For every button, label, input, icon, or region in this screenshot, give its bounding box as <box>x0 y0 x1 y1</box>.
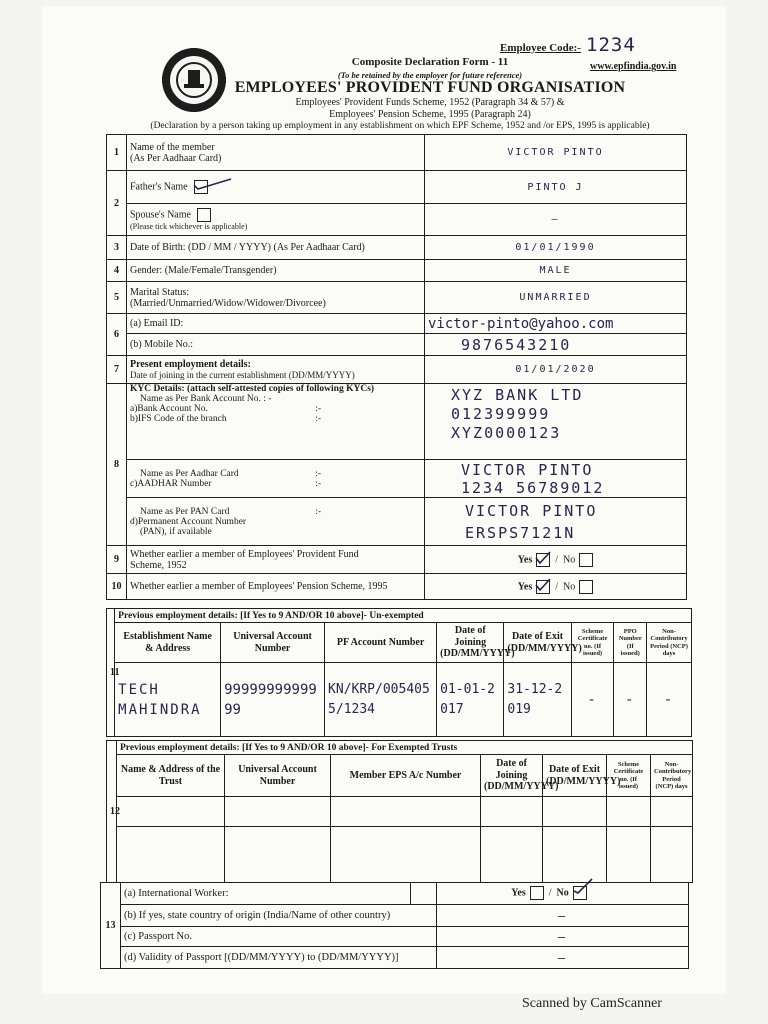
separator: :- <box>315 414 321 424</box>
empty-cell <box>481 797 543 827</box>
header-member-eps: Member EPS A/c Number <box>331 755 481 797</box>
eps-member-label: Whether earlier a member of Employees' Pension Scheme, 1995 <box>127 574 425 600</box>
uan-value: 9999999999999 <box>221 663 325 737</box>
scheme-line-1: Employees' Provident Funds Scheme, 1952 (Paragraph 34 & 57) & <box>295 97 565 108</box>
mobile-label: (b) Mobile No.: <box>127 334 425 356</box>
kyc-aadhar-labels <box>127 460 425 498</box>
country-origin-value: — <box>437 905 689 927</box>
row-number: 9 <box>107 546 127 574</box>
header-date-of-exit: Date of Exit (DD/MM/YYYY) <box>543 755 607 797</box>
intl-row-b <box>101 905 689 927</box>
father-name-checkbox[interactable] <box>194 180 208 194</box>
yes-label: Yes <box>511 887 526 899</box>
label-text: a)Bank Account No. <box>130 404 208 414</box>
empty-cell <box>543 827 607 883</box>
empty-cell <box>543 797 607 827</box>
declaration-note: (Declaration by a person taking up employment in any establishment on which EPF Scheme, 1952 and /or EPS, 1995 is applicable) <box>150 121 650 131</box>
kyc-bank-labels <box>127 384 425 460</box>
row-eps-member <box>107 574 687 600</box>
empty-cell <box>481 827 543 883</box>
marital-status-label <box>127 282 425 314</box>
row-gender <box>107 260 687 282</box>
prev-employment-data-row <box>107 663 692 737</box>
header-scheme-certificate: Scheme Certificate no. (If issued) <box>607 755 651 797</box>
previous-employment-table <box>106 608 692 737</box>
father-name-label <box>127 171 425 204</box>
exempt-header-row <box>107 755 693 797</box>
kyc-pan-values <box>425 498 687 546</box>
empty-cell <box>331 797 481 827</box>
gender-label: Gender: (Male/Female/Transgender) <box>127 260 425 282</box>
exempt-title-row <box>107 741 693 755</box>
ifsc-value: XYZ0000123 <box>451 424 562 442</box>
ppo-number-value: - <box>614 663 647 737</box>
aadhar-number-label <box>130 479 421 489</box>
org-name: EMPLOYEES' PROVIDENT FUND ORGANISATION <box>234 79 626 96</box>
row-marital-status <box>107 282 687 314</box>
no-label: No <box>563 553 576 565</box>
exempt-title: Previous employment details: [If Yes to 9 AND/OR 10 above]- For Exempted Trusts <box>117 741 693 755</box>
kyc-aadhar-values <box>425 460 687 498</box>
label-text: Name as Per PAN Card <box>140 506 230 517</box>
row-dob <box>107 236 687 260</box>
date-of-joining-value: 01-01-2017 <box>437 663 504 737</box>
empty-cell <box>607 827 651 883</box>
row-number: 10 <box>107 574 127 600</box>
row-number: 2 <box>107 171 127 236</box>
row-number: 11 <box>107 609 115 737</box>
row-email <box>107 314 687 334</box>
empty-cell <box>225 827 331 883</box>
header-trust: Name & Address of the Trust <box>117 755 225 797</box>
email-value: victor-pinto@yahoo.com <box>425 314 687 334</box>
eps-no-checkbox[interactable] <box>579 580 593 594</box>
empty-cell <box>225 797 331 827</box>
empty-cell <box>651 797 693 827</box>
row-number: 12 <box>107 741 117 883</box>
empty-cell <box>651 827 693 883</box>
no-label: No <box>563 580 576 592</box>
bank-name-value: XYZ BANK LTD <box>451 386 584 404</box>
row-father-name <box>107 171 687 204</box>
kyc-bank-values <box>425 384 687 460</box>
header-ncp-days: Non-Contributory Period (NCP) days <box>651 755 693 797</box>
intl-worker-label: (a) International Worker: <box>121 883 437 905</box>
passport-validity-label: (d) Validity of Passport [(DD/MM/YYYY) to (DD/MM/YYYY)] <box>121 947 437 969</box>
header-date-of-exit: Date of Exit (DD/MM/YYYY) <box>504 623 571 663</box>
header-ncp-days: Non-Contributory Period (NCP) days <box>647 623 692 663</box>
aadhar-number-value: 1234 56789012 <box>461 478 605 497</box>
dob-value: 01/01/1990 <box>425 236 687 260</box>
date-of-joining-value: 01/01/2020 <box>425 356 687 384</box>
label-text: c)AADHAR Number <box>130 478 212 489</box>
bank-account-label <box>130 404 421 414</box>
separator: :- <box>315 404 321 414</box>
employee-code-value: 1234 <box>586 34 636 56</box>
tick-mark-icon <box>535 578 551 592</box>
epf-member-label <box>127 546 425 574</box>
label-line: Present employment details: <box>130 359 251 370</box>
scanned-by-footer: Scanned by CamScanner <box>522 996 662 1011</box>
form-title: Composite Declaration Form - 11 <box>351 56 509 68</box>
label-text: Spouse's Name <box>130 209 191 221</box>
row-epf-member <box>107 546 687 574</box>
row-number: 3 <box>107 236 127 260</box>
intl-row-c <box>101 927 689 947</box>
bank-account-value: 012399999 <box>451 405 551 423</box>
yes-label: Yes <box>517 580 533 592</box>
header-establishment: Establishment Name & Address <box>115 623 221 663</box>
form-subtitle: (To be retained by the employer for future reference) <box>337 70 523 80</box>
row-kyc-bank <box>107 384 687 460</box>
header-pf-account: PF Account Number <box>325 623 437 663</box>
prev-employment-header-row <box>107 623 692 663</box>
exempt-empty-row <box>107 827 693 883</box>
row-present-employment <box>107 356 687 384</box>
empty-cell <box>331 827 481 883</box>
pan-name-label <box>130 507 421 517</box>
empty-cell <box>117 827 225 883</box>
header-uan: Universal Account Number <box>221 623 325 663</box>
scheme-certificate-value: - <box>571 663 614 737</box>
ncp-days-value: - <box>647 663 692 737</box>
pan-name-value: VICTOR PINTO <box>465 501 598 520</box>
row-number: 8 <box>107 384 127 546</box>
ifsc-label <box>130 414 421 424</box>
country-origin-label: (b) If yes, state country of origin (India/Name of other country) <box>121 905 437 927</box>
spouse-name-label <box>127 204 425 236</box>
eps-member-choice: Yes / No <box>425 574 687 600</box>
row-kyc-pan <box>107 498 687 546</box>
pan-number-label-2: (PAN), if available <box>140 526 212 537</box>
row-member-name <box>107 135 687 171</box>
spouse-name-value: — <box>425 204 687 236</box>
header-scheme-certificate: Scheme Certificate no. (If issued) <box>571 623 614 663</box>
header-ppo-number: PPO Number (If issued) <box>614 623 647 663</box>
exempted-trusts-table <box>106 740 693 883</box>
passport-validity-value: — <box>437 947 689 969</box>
present-employment-label <box>127 356 425 384</box>
father-name-value: PINTO J <box>425 171 687 204</box>
header-date-of-joining: Date of Joining (DD/MM/YYYY) <box>437 623 504 663</box>
row-mobile <box>107 334 687 356</box>
label-line: (Married/Unmarried/Widow/Widower/Divorcee) <box>130 297 326 309</box>
no-label: No <box>556 887 569 899</box>
aadhar-name-value: VICTOR PINTO <box>461 460 594 479</box>
yes-label: Yes <box>517 553 533 565</box>
epf-member-choice: Yes / No <box>425 546 687 574</box>
header-uan: Universal Account Number <box>225 755 331 797</box>
tick-note: (Please tick whichever is applicable) <box>130 222 248 231</box>
separator: :- <box>315 468 321 479</box>
exempt-empty-row <box>107 797 693 827</box>
row-number: 5 <box>107 282 127 314</box>
label-text: b)IFS Code of the branch <box>130 414 227 424</box>
member-name-label <box>127 135 425 171</box>
kyc-title: KYC Details: (attach self-attested copies of following KYCs) <box>130 384 375 394</box>
separator: :- <box>315 506 321 517</box>
label-line: Marital Status: <box>130 286 190 298</box>
row-number: 1 <box>107 135 127 171</box>
pf-account-value: KN/KRP/0054055/1234 <box>325 663 437 737</box>
label-line: Scheme, 1952 <box>130 559 187 571</box>
passport-no-value: — <box>437 927 689 947</box>
intl-worker-value <box>437 883 689 905</box>
scheme-line-2: Employees' Pension Scheme, 1995 (Paragraph 24) <box>329 109 531 120</box>
spouse-name-checkbox[interactable] <box>197 208 211 222</box>
establishment-value: TECH MAHINDRA <box>115 663 221 737</box>
international-details-table <box>100 882 689 969</box>
bank-name-label: Name as Per Bank Account No. : - <box>140 394 272 404</box>
intl-row-d <box>101 947 689 969</box>
row-kyc-aadhar <box>107 460 687 498</box>
separator: :- <box>315 478 321 489</box>
empty-cell <box>117 797 225 827</box>
employee-code-label: Employee Code:- <box>500 42 581 54</box>
member-details-table <box>106 134 687 600</box>
dob-label: Date of Birth: (DD / MM / YYYY) (As Per Aadhaar Card) <box>127 236 425 260</box>
pan-number-label: d)Permanent Account Number <box>130 516 247 527</box>
label-line: (As Per Aadhaar Card) <box>130 152 222 164</box>
tick-mark-icon <box>535 551 551 565</box>
row-number: 7 <box>107 356 127 384</box>
intl-row-a <box>101 883 689 905</box>
aadhar-name-label <box>130 469 421 479</box>
date-of-exit-value: 31-12-2019 <box>504 663 571 737</box>
epf-no-checkbox[interactable] <box>579 553 593 567</box>
label-text: Father's Name <box>130 181 188 193</box>
marital-status-value: UNMARRIED <box>425 282 687 314</box>
mobile-value: 9876543210 <box>425 334 687 356</box>
label-line: Whether earlier a member of Employees' Provident Fund <box>130 548 359 560</box>
eps-yes-checkbox[interactable] <box>536 580 550 594</box>
prev-employment-title: Previous employment details: [If Yes to 9 AND/OR 10 above]- Un-exempted <box>115 609 692 623</box>
website-link[interactable]: www.epfindia.gov.in <box>590 61 677 72</box>
row-number: 6 <box>107 314 127 356</box>
epf-yes-checkbox[interactable] <box>536 553 550 567</box>
gender-value: MALE <box>425 260 687 282</box>
intl-choice: Yes / No <box>410 882 688 904</box>
tick-mark-icon <box>193 177 233 191</box>
prev-employment-title-row <box>107 609 692 623</box>
label-text: Name as Per Aadhar Card <box>140 468 239 479</box>
label-line: Date of joining in the current establishment (DD/MM/YYYY) <box>130 370 355 380</box>
row-number: 13 <box>101 883 121 969</box>
empty-cell <box>607 797 651 827</box>
pan-number-value: ERSPS7121N <box>465 523 576 542</box>
email-label: (a) Email ID: <box>127 314 425 334</box>
label-line: Name of the member <box>130 141 215 153</box>
header-date-of-joining: Date of Joining (DD/MM/YYYY) <box>481 755 543 797</box>
member-name-value: VICTOR PINTO <box>425 135 687 171</box>
row-spouse-name <box>107 204 687 236</box>
passport-no-label: (c) Passport No. <box>121 927 437 947</box>
row-number: 4 <box>107 260 127 282</box>
kyc-pan-labels <box>127 498 425 546</box>
